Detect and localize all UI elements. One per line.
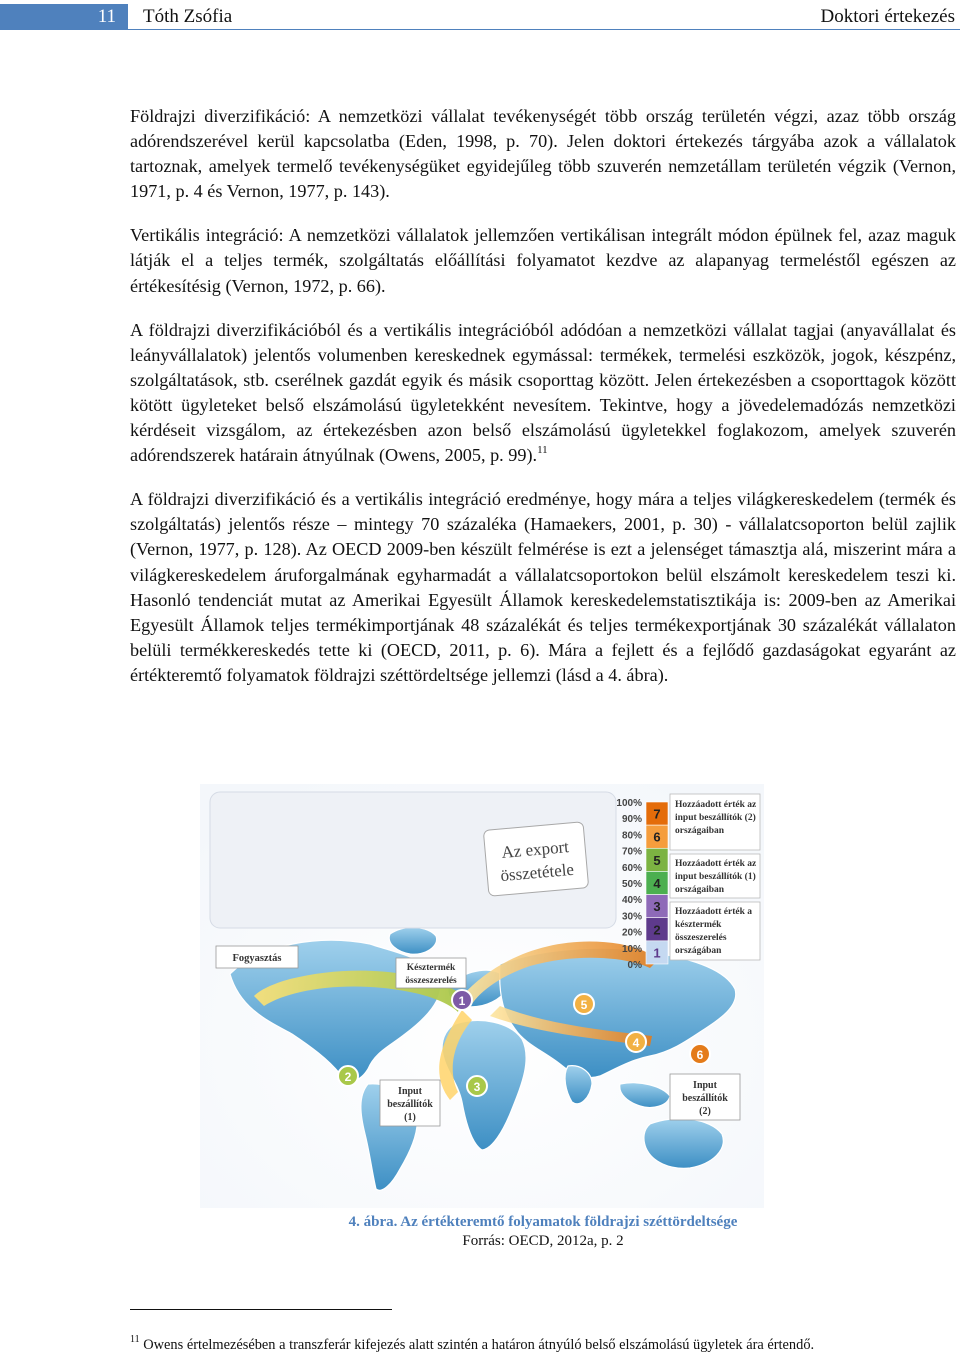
supplier2-text-line2: beszállítók: [682, 1093, 728, 1104]
value-chain-figure: [200, 784, 764, 1208]
paragraph-intragroup-text: A földrajzi diverzifikációból és a vertikális integrációból adódóan a nemzetközi vállalat tagjai (anyavállalat és leányvállalatok) jelentős volumenben kereskednek egymással: termékek, termelési eszközök, jogok, készpénz, szolgáltatások, stb. cserélnek gazdát egyik és másik csoporttag között. Jelen értekezésben a csoporttagok között kötött ügyleteket belső elszámolású ügyletekként nevesítem. Tekintve, hogy a jövedelemadózás nemzetközi kérdéseit vizsgálom, az értekezésben azon belső elszámolású ügyletekkel foglakozom, amelyek szuverén adórendszerek határain átnyúlnak (Owens, 2005, p. 99).: [130, 319, 956, 466]
figure-caption-source: Forrás: OECD, 2012a, p. 2: [462, 1233, 624, 1249]
percent-label: 0%: [627, 960, 642, 971]
footnote-reference[interactable]: 11: [537, 444, 548, 457]
world-map-illustration: [200, 784, 764, 1208]
export-composition-box: [210, 792, 616, 928]
bar-segment-label: 2: [653, 922, 661, 938]
marker-2-text: 2: [344, 1070, 352, 1084]
bar-segment-label: 3: [653, 899, 661, 915]
legend-assembly-line2: késztermék: [675, 920, 722, 930]
percent-label: 90%: [621, 814, 642, 826]
header-doc-title: Doktori értekezés: [820, 6, 955, 27]
paragraph-intragroup-transactions: [130, 318, 956, 469]
paragraph-vertical-integration: Vertikális integráció: A nemzetközi vállalatok jellemzően vertikálisan integrált módon épülnek fel, azaz maguk látják el a teljes termék, szolgáltatás előállítási folyamatot kezdve az alapanyag termeléstől egészen az értékesítésig (Vernon, 1972, p. 66).: [130, 225, 956, 296]
paragraph-world-trade: A földrajzi diverzifikáció és a vertikális integráció eredménye, hogy mára a teljes világkereskedelem (termék és szolgáltatás) jelentős része – mintegy 70 százaléka (Hamaekers, 2001, p. 30) - vállalatcsoporton belül zajlik (Vernon, 1977, p. 128). Az OECD 2009-ben készült felmérése is ezt a jelenséget támasztja alá, miszerint mára a világkereskedelem áruforgalmának egyharmadát a vállalatcsoportokon belül elszámolt kereskedelem teszi ki. Hasonló tendenciát mutat az Amerikai Egyesült Államok kereskedelemstatisztikája is: 2009-ben az Amerikai Egyesült Államok teljes termékimportjának 48 százalékát és teljes termékexportjának 30 százalékát vállalaton belüli termékkereskedés tette ki (OECD, 2011, p. 6). Mára a fejlett és a fejlődő gazdaságokat egyaránt az értékteremtő folyamatok földrajzi széttördeltsége jellemzi (lásd a 4. ábra).: [130, 489, 956, 685]
header-rule: [0, 29, 960, 30]
legend-supplier1-line1: Hozzáadott érték az: [675, 859, 757, 869]
legend-assembly-line3: összeszerelés: [675, 933, 727, 943]
legend-supplier2-line2: input beszállítók (2): [675, 813, 756, 823]
export-stacked-bar: [646, 802, 668, 964]
marker-2: [338, 1066, 358, 1086]
percent-label: 40%: [621, 895, 642, 907]
assembly-label: [396, 958, 466, 988]
supplier1-text-line1: Input: [398, 1086, 422, 1097]
figure-caption-title: 4. ábra. Az értékteremtő folyamatok földrajzi széttördeltsége: [348, 1214, 738, 1230]
supplier1-label: [380, 1080, 440, 1126]
footnote-text: Owens értelmezésében a transzferár kifejezés alatt szintén a határon átnyúló belső elszámolású ügyletek ára értendő.: [143, 1337, 815, 1353]
consumption-label: [216, 946, 298, 968]
marker-1-text: 1: [458, 994, 466, 1008]
assembly-text-line1: Késztermék: [406, 963, 456, 973]
marker-5: [574, 994, 594, 1014]
marker-3: [467, 1076, 487, 1096]
marker-5-text: 5: [580, 998, 588, 1012]
footnote: [130, 1336, 956, 1355]
legend-supplier1-line3: országaiban: [675, 885, 725, 895]
percent-label: 80%: [621, 830, 642, 842]
percent-label: 30%: [621, 911, 642, 923]
header-author: Tóth Zsófia: [143, 6, 233, 27]
consumption-text: Fogyasztás: [232, 953, 282, 964]
assembly-text-line2: összeszerelés: [405, 976, 457, 986]
legend-supplier1-line2: input beszállítók (1): [675, 872, 756, 882]
page-number: 11: [0, 4, 128, 29]
marker-4-text: 4: [632, 1036, 640, 1050]
percent-label: 100%: [616, 798, 642, 809]
supplier1-text-line3: (1): [404, 1112, 416, 1123]
paragraph-geographic-diversification: Földrajzi diverzifikáció: A nemzetközi vállalat tevékenységét több ország területén végzi, azaz több ország adórendszerével kerül kapcsolatba (Eden, 1998, p. 70). Jelen doktori értekezés tárgyába azok a vállalatok tartoznak, amelyek termelő tevékenységüket egyidejűleg több szuverén nemzetállam területén végzik (Vernon, 1971, p. 4 és Vernon, 1977, p. 143).: [130, 106, 956, 202]
export-label-line1: Az export: [500, 837, 570, 862]
footnote-separator: [130, 1309, 392, 1310]
bar-segment-label: 1: [653, 945, 661, 961]
bar-segment-label: 5: [653, 852, 661, 868]
legend-assembly-line4: országában: [675, 946, 722, 956]
percent-label: 60%: [621, 862, 642, 874]
supplier2-label: [670, 1074, 740, 1120]
supplier1-text-line2: beszállítók: [387, 1099, 433, 1110]
page-header: [0, 0, 960, 32]
marker-3-text: 3: [473, 1080, 481, 1094]
marker-4: [626, 1032, 646, 1052]
body-text: [130, 104, 956, 707]
marker-1: [452, 990, 472, 1010]
supplier2-text-line3: (2): [699, 1106, 711, 1117]
bar-segment-label: 6: [653, 829, 661, 845]
percent-label: 20%: [621, 927, 642, 939]
marker-6: [690, 1044, 710, 1064]
value-added-legend: [670, 794, 760, 960]
footnote-number: 11: [130, 1334, 140, 1345]
legend-assembly-line1: Hozzáadott érték a: [675, 907, 753, 917]
supplier2-text-line1: Input: [693, 1080, 717, 1091]
bar-segment-label: 7: [653, 806, 661, 822]
percent-label: 50%: [621, 879, 642, 890]
percent-label: 10%: [621, 943, 642, 955]
marker-6-text: 6: [696, 1048, 704, 1062]
legend-supplier2-line3: országaiban: [675, 826, 725, 836]
figure-caption: [130, 1213, 956, 1251]
bar-segment-label: 4: [653, 876, 661, 891]
export-label-line2: összetétele: [499, 859, 575, 886]
percent-label: 70%: [621, 846, 642, 858]
legend-supplier2-line1: Hozzáadott érték az: [675, 800, 757, 810]
